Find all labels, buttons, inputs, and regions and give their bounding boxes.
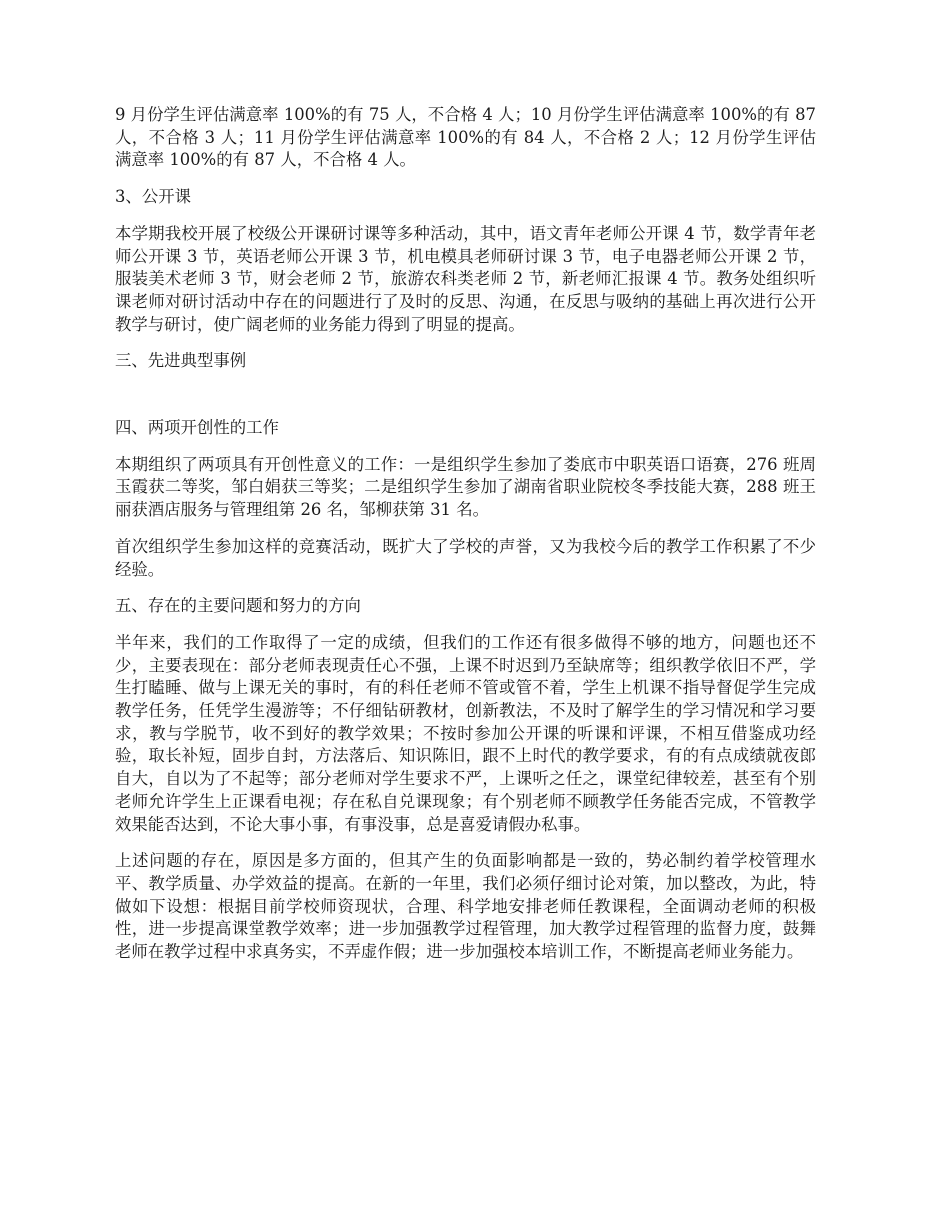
section-gap [115, 387, 816, 417]
paragraph-improvements: 上述问题的存在，原因是多方面的，但其产生的负面影响都是一致的，势必制约着学校管理水平、教学质量、办学效益的提高。在新的一年里，我们必须仔细讨论对策，加以整改，为此，特做如下设想：根据目前学校师资现状，合理、科学地安排老师任教课程，全面调动老师的积极性，进一步提高课堂教学效率；进一步加强教学过程管理，加大教学过程管理的监督力度，鼓舞老师在教学过程中求真务实，不弄虚作假；进一步加强校本培训工作，不断提高老师业务能力。 [115, 851, 816, 962]
paragraph-first-competition: 首次组织学生参加这样的竞赛活动，既扩大了学校的声誉，又为我校今后的教学工作积累了不少经验。 [115, 536, 816, 579]
paragraph-open-class: 本学期我校开展了校级公开课研讨课等多种活动，其中，语文青年老师公开课 4 节，数学青年老师公开课 3 节，英语老师公开课 3 节，机电模具老师研讨课 3 节，电子电器老师公开课 2 节，服装美术老师 3 节，财会老师 2 节，旅游农科类老师 2 节，新老师汇报课 4 节。教务处组织听课老师对研讨活动中存在的问题进行了及时的反思、沟通，在反思与吸纳的基础上再次进行公开教学与研讨，使广阔老师的业务能力得到了明显的提高。 [115, 223, 816, 334]
heading-pioneering-work: 四、两项开创性的工作 [115, 418, 279, 438]
heading-problems-direction: 五、存在的主要问题和努力的方向 [115, 596, 361, 616]
heading-advanced-examples: 三、先进典型事例 [115, 351, 247, 371]
paragraph-problems: 半年来，我们的工作取得了一定的成绩，但我们的工作还有很多做得不够的地方，问题也还不少，主要表现在：部分老师表现责任心不强，上课不时迟到乃至缺席等；组织教学依旧不严，学生打瞌睡、做与上课无关的事时，有的科任老师不管或管不着，学生上机课不指导督促学生完成教学任务，任凭学生漫游等；不仔细钻研教材，创新教法，不及时了解学生的学习情况和学习要求，教与学脱节，收不到好的教学效果；不按时参加公开课的听课和评课，不相互借鉴成功经验，取长补短，固步自封，方法落后、知识陈旧，跟不上时代的教学要求，有的有点成绩就夜郎自大，自以为了不起等；部分老师对学生要求不严，上课听之任之，课堂纪律较差，甚至有个别老师允许学生上正课看电视；存在私自兑课现象；有个别老师不顾教学任务能否完成，不管教学效果能否达到，不论大事小事，有事没事，总是喜爱请假办私事。 [115, 632, 816, 834]
paragraph-pioneering-work: 本期组织了两项具有开创性意义的工作：一是组织学生参加了娄底市中职英语口语赛，276 班周玉霞获二等奖，邹白娟获三等奖；二是组织学生参加了湖南省职业院校冬季技能大赛，288 班王丽获酒店服务与管理组第 26 名，邹柳获第 31 名。 [115, 454, 816, 520]
heading-open-class: 3、公开课 [115, 187, 191, 207]
paragraph-monthly-evaluation: 9 月份学生评估满意率 100%的有 75 人，不合格 4 人；10 月份学生评估满意率 100%的有 87 人，不合格 3 人；11 月份学生评估满意率 100%的有 84 人，不合格 2 人；12 月份学生评估满意率 100%的有 87 人，不合格 4 人。 [115, 105, 816, 170]
